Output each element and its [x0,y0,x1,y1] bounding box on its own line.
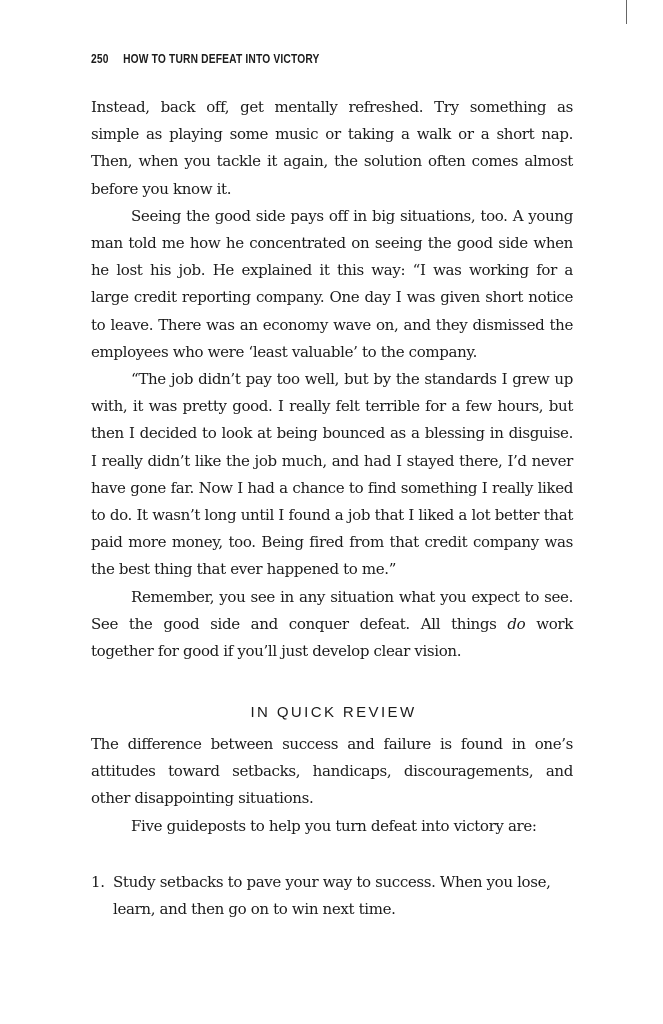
running-title: HOW TO TURN DEFEAT INTO VICTORY [123,52,320,66]
paragraph-4 [91,584,573,666]
review-text [91,731,573,840]
page-edge-mark [626,0,627,24]
page-number: 250 [91,52,109,66]
section-heading [0,704,663,721]
paragraph-1: Instead, back off, get mentally refreshed. Try something as simple as playing some music or taking a walk or a short nap. Then, when you tackle it again, the solution often comes almost before you know it. [91,98,573,198]
paragraph-2: Seeing the good side pays off in big situations, too. A young man told me how he concentrated on seeing the good side when he lost his job. He explained it this way: “I was working for a large credit reporting company. One day I was given short notice to leave. There was an economy wave on, and they dismissed the employees who were ‘least valuable’ to the company. [91,206,573,361]
body-text [91,94,573,665]
review-lead: Five guideposts to help you turn defeat into victory are: [131,816,537,835]
paragraph-4-after: work together for good if you’ll just develop clear vision. [91,614,573,661]
list-item-number: 1. [91,873,105,891]
running-header [91,52,320,66]
section-heading-text: IN QUICK REVIEW [250,704,417,721]
guidepost-list [91,869,573,923]
paragraph-4-before: Remember, you see in any situation what you expect to see. See the good side and conquer defeat. All things [91,587,573,633]
paragraph-3: “The job didn’t pay too well, but by the standards I grew up with, it was pretty good. I really felt terrible for a few hours, but then I decided to look at being bounced as a blessing in disguise. I really didn’t like the job much, and had I stayed there, I’d never have gone far. Now I had a chance to find something I really liked to do. It wasn’t long until I found a job that I liked a lot better that paid more money, too. Being fired from that credit company was the best thing that ever happened to me.” [91,370,573,579]
list-item-text: Study setbacks to pave your way to success. When you lose, learn, and then go on to win next time. [113,873,551,919]
list-item [91,869,573,923]
paragraph-4-emphasis: do [507,614,526,633]
review-intro: The difference between success and failure is found in one’s attitudes toward setbacks, handicaps, discouragements, and other disappointing situations. [91,735,573,808]
